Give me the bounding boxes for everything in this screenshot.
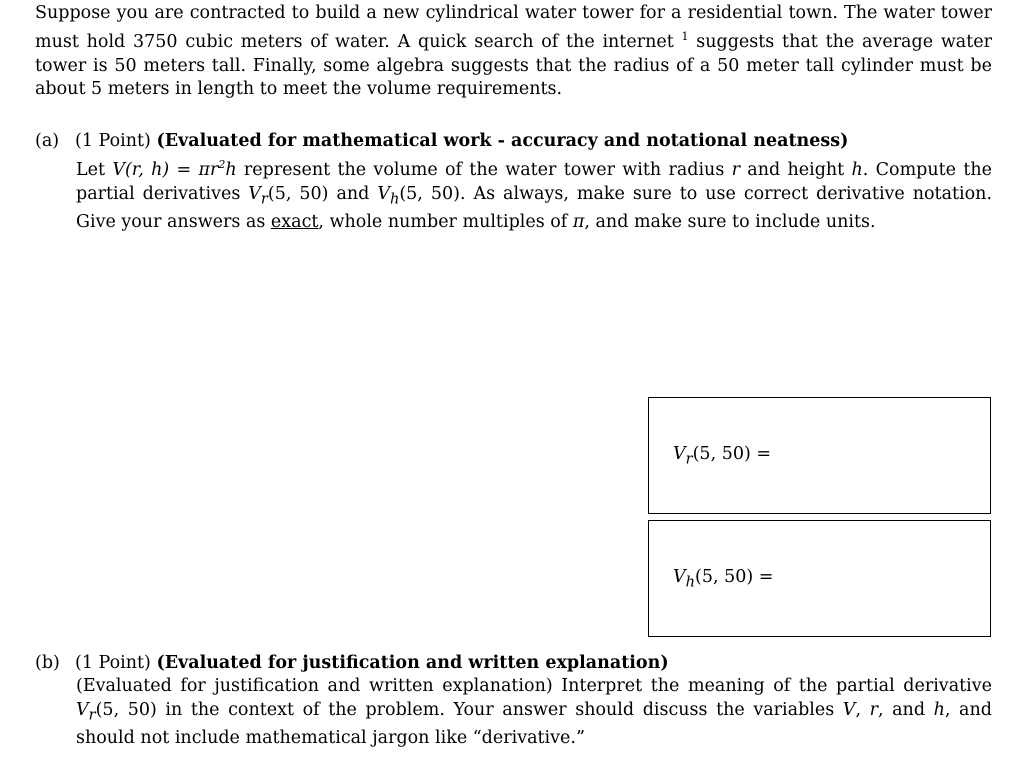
answer-vr-v: V xyxy=(673,444,686,464)
part-a-points: (1 Point) xyxy=(75,131,151,151)
intro-text-2: suggests that the average water tower is 50 meters tall. Finally, some algebra suggests that the radius of a 50 meter tall cylinder must be about 5 meters in length to meet the volume requirements. xyxy=(35,32,992,100)
footnote-marker: 1 xyxy=(681,30,689,44)
part-b-criteria: (Evaluated for justification and written explanation) xyxy=(156,653,669,673)
part-a-text: Let xyxy=(76,160,113,181)
volume-formula-tail: h xyxy=(225,160,237,181)
volume-formula-exponent: 2 xyxy=(218,158,226,172)
math-var-r: r xyxy=(869,699,878,720)
math-vr-args: (5, 50) xyxy=(95,699,157,720)
math-vh-args: (5, 50) xyxy=(399,183,460,204)
part-a-text: , whole number multiples of xyxy=(318,211,573,232)
volume-formula-main: V(r, h) = πr xyxy=(112,160,219,181)
answer-box-vh[interactable] xyxy=(648,520,991,637)
answer-vh-sub: h xyxy=(685,573,696,591)
part-a-body xyxy=(35,153,992,234)
part-a-text: , and make sure to include units. xyxy=(584,211,876,232)
math-vr-v: V xyxy=(76,699,89,720)
underlined-exact: exact xyxy=(270,211,319,232)
part-b xyxy=(35,652,992,750)
part-b-body xyxy=(35,675,992,750)
part-a xyxy=(35,130,992,234)
answer-box-vr[interactable] xyxy=(648,397,991,514)
answer-vr-sub: r xyxy=(685,450,693,468)
math-vr-args: (5, 50) xyxy=(267,183,329,204)
answer-vr-rest: (5, 50) = xyxy=(692,444,772,464)
math-vr-sub: r xyxy=(88,706,96,724)
intro-paragraph xyxy=(35,2,992,102)
part-a-criteria: (Evaluated for mathematical work - accuracy and notational neatness) xyxy=(156,131,849,151)
part-b-text: , and should not include mathematical jargon like “derivative.” xyxy=(76,699,992,748)
part-b-points: (1 Point) xyxy=(75,653,151,673)
math-vh-sub: h xyxy=(389,190,400,208)
part-a-text: and height xyxy=(739,160,852,181)
part-a-header xyxy=(35,130,992,153)
math-vh-v: V xyxy=(377,183,390,204)
part-b-header xyxy=(35,652,992,675)
math-var-v: V xyxy=(842,699,856,720)
part-b-text: , and xyxy=(877,699,934,720)
part-a-text: represent the volume of the water tower with radius xyxy=(236,160,732,181)
intro-text-1: Suppose you are contracted to build a new cylindrical water tower for a residential town. The water tower must hold 3750 cubic meters of water. A quick search of the internet xyxy=(35,3,992,53)
part-a-text: . Compute the partial derivatives xyxy=(76,160,992,204)
math-var-h: h xyxy=(851,160,863,181)
part-b-text: , xyxy=(855,699,870,720)
part-b-label: (b) xyxy=(35,653,60,673)
part-a-text: and xyxy=(328,183,378,204)
math-vr-sub: r xyxy=(260,190,268,208)
answer-vh-v: V xyxy=(673,567,686,587)
volume-formula xyxy=(112,160,236,180)
answer-label-vh xyxy=(673,567,773,591)
answer-label-vr xyxy=(673,444,771,468)
part-a-text: . As always, make sure to use correct derivative notation. Give your answers as xyxy=(76,183,993,232)
math-vr-v: V xyxy=(248,183,261,204)
math-var-h: h xyxy=(933,699,945,720)
math-pi: π xyxy=(572,211,585,232)
math-var-r: r xyxy=(731,160,740,181)
answer-vh-rest: (5, 50) = xyxy=(695,567,774,587)
part-a-label: (a) xyxy=(35,131,60,151)
part-b-text: (Evaluated for justification and written explanation) Interpret the meaning of the partial derivative xyxy=(76,676,992,697)
part-b-text: in the context of the problem. Your answer should discuss the variables xyxy=(156,699,843,720)
